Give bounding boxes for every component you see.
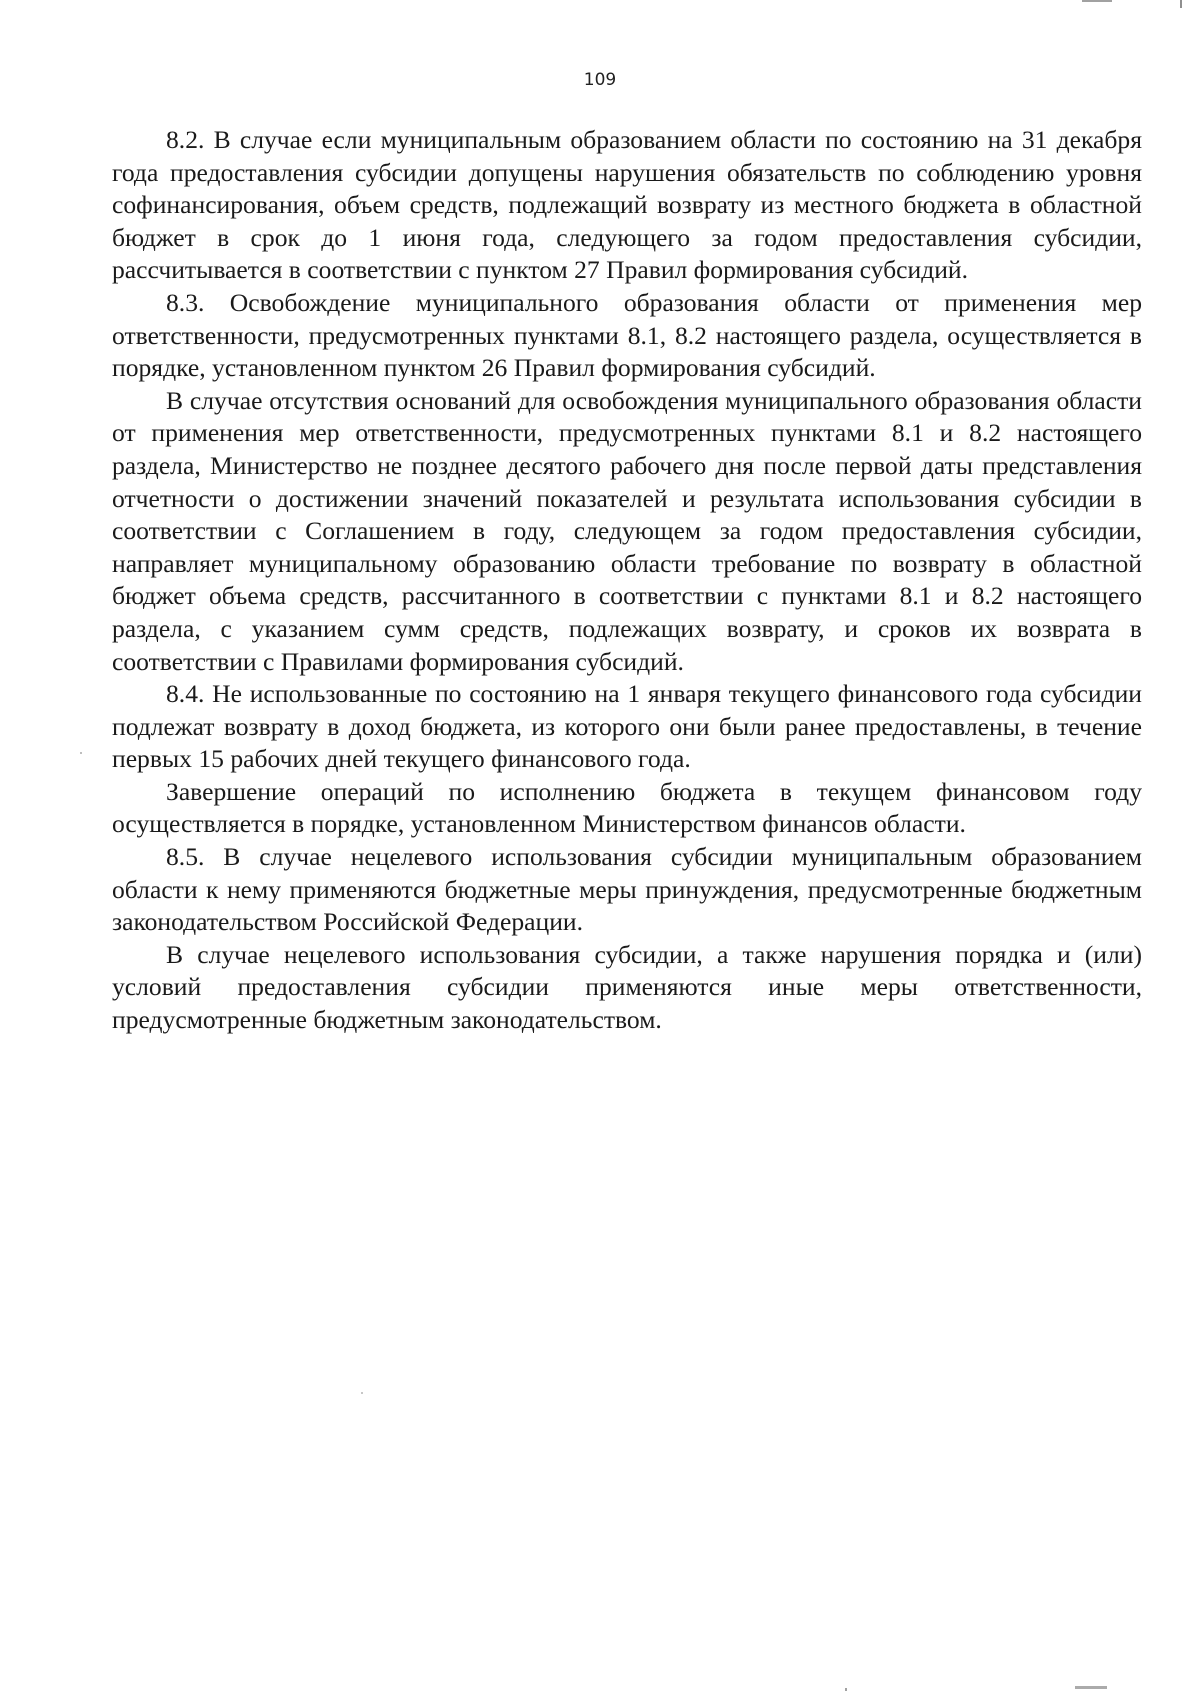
paragraph-8-5-continuation: В случае нецелевого использования субсидии, а также нарушения порядка и (или) условий предоставления субсидии применяются иные меры ответственности, предусмотренные бюджетным законодательством. <box>112 939 1142 1035</box>
scan-artifact-left-dot <box>80 752 82 754</box>
scan-artifact-bottom-dot <box>845 1688 847 1691</box>
scan-artifact-top-right-edge <box>1180 0 1182 8</box>
paragraph-8-3-continuation: В случае отсутствия оснований для освобождения муниципального образования области от применения мер ответственности, предусмотренных пунктами 8.1 и 8.2 настоящего раздела, Министерство не позднее десятого рабочего дня после первой даты представления отчетности о достижении значений показателей и результата использования субсидии в соответствии с Соглашением в году, следующем за годом предоставления субсидии, направляет муниципальному образованию области требование по возврату в областной бюджет объема средств, рассчитанного в соответствии с пунктами 8.1 и 8.2 настоящего раздела, с указанием сумм средств, подлежащих возврату, и сроков их возврата в соответствии с Правилами формирования субсидий. <box>112 385 1142 676</box>
scan-artifact-bottom-right <box>1075 1686 1107 1689</box>
paragraph-8-2: 8.2. В случае если муниципальным образованием области по состоянию на 31 декабря года предоставления субсидии допущены нарушения обязательств по соблюдению уровня софинансирования, объем средств, подлежащий возврату из местного бюджета в областной бюджет в срок до 1 июня года, следующего за годом предоставления субсидии, рассчитывается в соответствии с пунктом 27 Правил формирования субсидий. <box>112 125 1142 285</box>
paragraph-8-4-continuation: Завершение операций по исполнению бюджета в текущем финансовом году осуществляется в порядке, установленном Министерством финансов области. <box>112 776 1142 839</box>
scan-artifact-middle-dot <box>361 1392 363 1394</box>
document-body <box>112 124 1142 1037</box>
paragraph-8-4: 8.4. Не использованные по состоянию на 1 января текущего финансового года субсидии подлежат возврату в доход бюджета, из которого они были ранее предоставлены, в течение первых 15 рабочих дней текущего финансового года. <box>112 679 1142 774</box>
scan-artifact-top-right <box>1082 0 1112 2</box>
paragraph-8-5: 8.5. В случае нецелевого использования субсидии муниципальным образованием области к нему применяются бюджетные меры принуждения, предусмотренные бюджетным законодательством Российской Федерации. <box>112 842 1142 937</box>
page-number: 109 <box>583 70 617 90</box>
paragraph-8-3: 8.3. Освобождение муниципального образования области от применения мер ответственности, предусмотренных пунктами 8.1, 8.2 настоящего раздела, осуществляется в порядке, установленном пунктом 26 Правил формирования субсидий. <box>112 287 1142 383</box>
